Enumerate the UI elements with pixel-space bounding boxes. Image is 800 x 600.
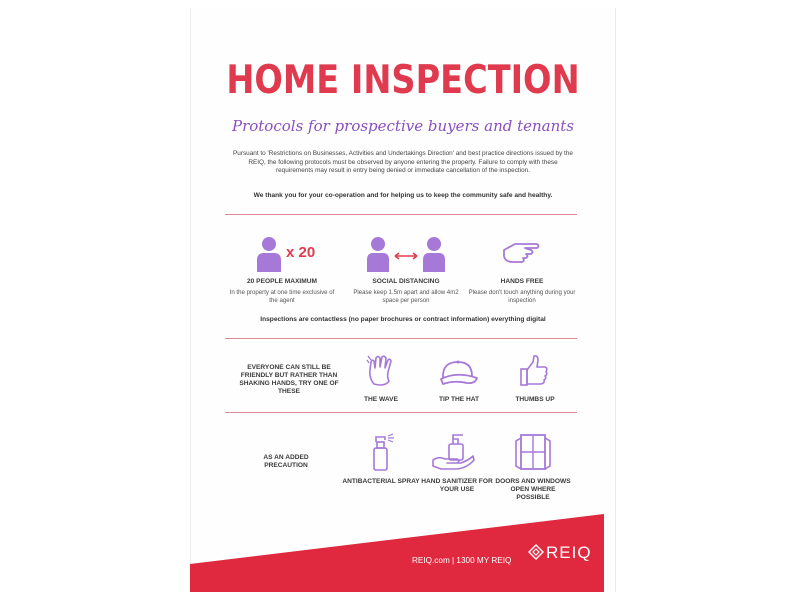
distancing-icon [366,236,446,272]
greeting-label: THUMBS UP [515,396,555,403]
section-divider [225,338,577,339]
capacity-badge: x 20 [286,244,316,261]
protocol-description: Please keep 1.5m apart and allow 4m2 space per person [353,289,459,304]
person-icon [255,236,283,272]
wave-hand-icon [366,354,396,388]
greeting-label: THE WAVE [364,396,398,403]
hat-icon [437,358,479,388]
page-title: HOME INSPECTION [226,58,580,103]
home-inspection-flyer [190,8,616,592]
spray-bottle-icon [369,432,395,472]
greetings-intro: EVERYONE CAN STILL BE FRIENDLY BUT RATHER THAN SHAKING HANDS, TRY ONE OF THESE [239,364,339,395]
hand-sanitizer-icon [431,430,475,472]
protocol-label: HANDS FREE [500,278,544,285]
section-divider [225,412,577,413]
precautions-intro: AS AN ADDED PRECAUTION [263,454,309,469]
footer-contact: REIQ.com | 1300 MY REIQ [412,556,512,565]
greeting-label: TIP THE HAT [438,396,480,403]
section-divider [225,214,577,215]
protocol-description: Please don't touch anything during your inspection [468,289,576,304]
protocol-description: In the property at one time exclusive of the agent [229,289,335,304]
protocol-label: 20 PEOPLE MAXIMUM [247,278,317,285]
pointing-hand-icon [501,236,541,270]
reiq-logo-icon [528,544,544,560]
open-window-icon [515,432,551,472]
contactless-note: Inspections are contactless (no paper brochures or contract information) everything digital [260,316,546,323]
precaution-label: HAND SANITIZER FOR YOUR USE [421,478,493,493]
reiq-logo-text: REIQ [546,543,592,562]
intro-paragraph: Pursuant to 'Restrictions on Businesses, Activities and Undertakings Direction' and best practice directions issued by the REIQ, the following protocols must be observed by anyone entering the property. Failure to comply with these requirements may result in entry being denied or immediate cancellation of the inspection. [233,150,573,175]
page-subtitle: Protocols for prospective buyers and tenants [231,117,574,135]
precaution-label: DOORS AND WINDOWS OPEN WHERE POSSIBLE [495,478,571,501]
precaution-label: ANTIBACTERIAL SPRAY [342,478,420,485]
thumbs-up-icon [519,354,549,388]
protocol-label: SOCIAL DISTANCING [372,278,440,285]
thanks-message: We thank you for your co-operation and for helping us to keep the community safe and healthy. [253,192,553,199]
